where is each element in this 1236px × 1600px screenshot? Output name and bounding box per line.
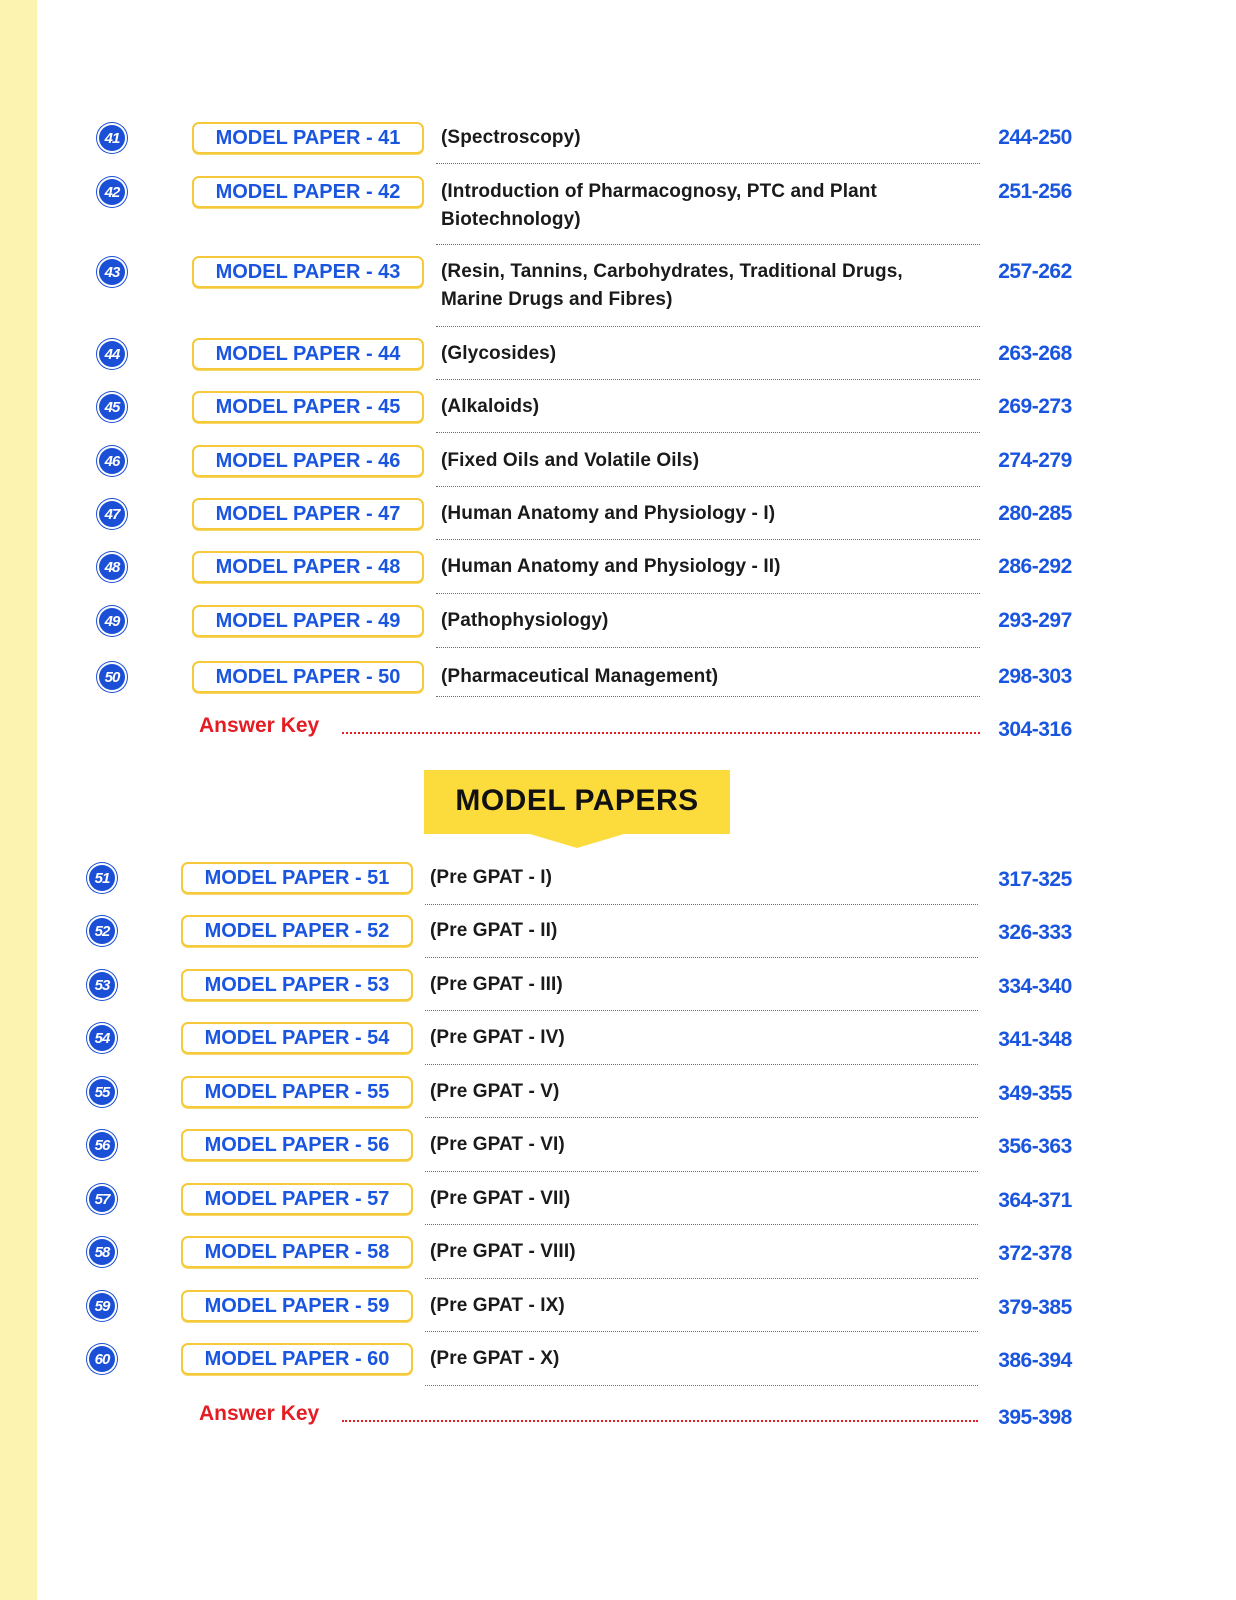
dotted-divider xyxy=(425,1117,978,1118)
page-range: 364-371 xyxy=(998,1189,1072,1212)
number-badge-icon: 55 xyxy=(87,1077,117,1107)
number-badge-icon: 43 xyxy=(97,257,127,287)
paper-description: (Pre GPAT - VI) xyxy=(430,1134,565,1155)
number-badge-icon: 53 xyxy=(87,970,117,1000)
answer-key-pages: 304-316 xyxy=(998,718,1072,741)
paper-description: (Pre GPAT - IV) xyxy=(430,1027,565,1048)
paper-description: (Resin, Tannins, Carbohydrates, Traditional Drugs, Marine Drugs and Fibres) xyxy=(441,261,903,310)
dotted-divider xyxy=(425,1331,978,1332)
page-range: 334-340 xyxy=(998,975,1072,998)
model-paper-label[interactable]: MODEL PAPER - 42 xyxy=(192,176,424,208)
number-badge-icon: 60 xyxy=(87,1344,117,1374)
dotted-divider xyxy=(436,647,980,648)
paper-description: (Pre GPAT - VII) xyxy=(430,1188,571,1209)
number-badge-icon: 50 xyxy=(97,662,127,692)
answer-key-leader xyxy=(342,732,980,734)
dotted-divider xyxy=(425,1064,978,1065)
number-badge-icon: 42 xyxy=(97,177,127,207)
page-range: 274-279 xyxy=(998,449,1072,472)
number-badge-icon: 57 xyxy=(87,1184,117,1214)
page-range: 341-348 xyxy=(998,1028,1072,1051)
number-badge-icon: 58 xyxy=(87,1237,117,1267)
model-paper-label[interactable]: MODEL PAPER - 56 xyxy=(181,1129,413,1161)
dotted-divider xyxy=(436,486,980,487)
paper-description: (Pharmaceutical Management) xyxy=(441,666,719,687)
dotted-divider xyxy=(436,163,980,164)
section-banner xyxy=(424,770,730,848)
dotted-divider xyxy=(436,326,980,327)
model-paper-label[interactable]: MODEL PAPER - 58 xyxy=(181,1236,413,1268)
number-badge-icon: 47 xyxy=(97,499,127,529)
paper-description: (Glycosides) xyxy=(441,343,557,364)
model-paper-label[interactable]: MODEL PAPER - 45 xyxy=(192,391,424,423)
paper-description: (Pre GPAT - II) xyxy=(430,920,558,941)
page-range: 244-250 xyxy=(998,126,1072,149)
model-paper-label[interactable]: MODEL PAPER - 47 xyxy=(192,498,424,530)
model-paper-label[interactable]: MODEL PAPER - 53 xyxy=(181,969,413,1001)
paper-description: (Fixed Oils and Volatile Oils) xyxy=(441,450,700,471)
paper-description: (Pre GPAT - VIII) xyxy=(430,1241,576,1262)
paper-description: (Spectroscopy) xyxy=(441,127,581,148)
page-range: 386-394 xyxy=(998,1349,1072,1372)
model-paper-label[interactable]: MODEL PAPER - 48 xyxy=(192,551,424,583)
number-badge-icon: 56 xyxy=(87,1130,117,1160)
dotted-divider xyxy=(425,904,978,905)
dotted-divider xyxy=(425,1385,978,1386)
page-range: 280-285 xyxy=(998,502,1072,525)
page-range: 257-262 xyxy=(998,260,1072,283)
number-badge-icon: 49 xyxy=(97,606,127,636)
banner-title: MODEL PAPERS xyxy=(455,784,699,817)
model-paper-label[interactable]: MODEL PAPER - 50 xyxy=(192,661,424,693)
dotted-divider xyxy=(436,379,980,380)
number-badge-icon: 45 xyxy=(97,392,127,422)
page-range: 349-355 xyxy=(998,1082,1072,1105)
page-range: 263-268 xyxy=(998,342,1072,365)
paper-description: (Introduction of Pharmacognosy, PTC and Plant Biotechnology) xyxy=(441,181,877,230)
page-range: 356-363 xyxy=(998,1135,1072,1158)
paper-description: (Pathophysiology) xyxy=(441,610,609,631)
model-paper-label[interactable]: MODEL PAPER - 52 xyxy=(181,915,413,947)
page-range: 326-333 xyxy=(998,921,1072,944)
model-paper-label[interactable]: MODEL PAPER - 55 xyxy=(181,1076,413,1108)
dotted-divider xyxy=(436,696,980,697)
model-paper-label[interactable]: MODEL PAPER - 60 xyxy=(181,1343,413,1375)
number-badge-icon: 54 xyxy=(87,1023,117,1053)
model-paper-label[interactable]: MODEL PAPER - 41 xyxy=(192,122,424,154)
page-range: 372-378 xyxy=(998,1242,1072,1265)
page-range: 269-273 xyxy=(998,395,1072,418)
dotted-divider xyxy=(425,1278,978,1279)
page-range: 379-385 xyxy=(998,1296,1072,1319)
number-badge-icon: 48 xyxy=(97,552,127,582)
page-range: 286-292 xyxy=(998,555,1072,578)
dotted-divider xyxy=(425,957,978,958)
number-badge-icon: 59 xyxy=(87,1291,117,1321)
page-range: 317-325 xyxy=(998,868,1072,891)
answer-key-pages: 395-398 xyxy=(998,1406,1072,1429)
model-paper-label[interactable]: MODEL PAPER - 59 xyxy=(181,1290,413,1322)
paper-description: (Pre GPAT - I) xyxy=(430,867,553,888)
dotted-divider xyxy=(436,593,980,594)
model-paper-label[interactable]: MODEL PAPER - 49 xyxy=(192,605,424,637)
paper-description: (Pre GPAT - IX) xyxy=(430,1295,565,1316)
dotted-divider xyxy=(436,539,980,540)
model-paper-label[interactable]: MODEL PAPER - 51 xyxy=(181,862,413,894)
paper-description: (Pre GPAT - V) xyxy=(430,1081,560,1102)
number-badge-icon: 52 xyxy=(87,916,117,946)
number-badge-icon: 41 xyxy=(97,123,127,153)
number-badge-icon: 46 xyxy=(97,446,127,476)
page-range: 298-303 xyxy=(998,665,1072,688)
model-paper-label[interactable]: MODEL PAPER - 44 xyxy=(192,338,424,370)
side-strip xyxy=(0,0,37,1600)
dotted-divider xyxy=(436,244,980,245)
model-paper-label[interactable]: MODEL PAPER - 57 xyxy=(181,1183,413,1215)
model-paper-label[interactable]: MODEL PAPER - 54 xyxy=(181,1022,413,1054)
paper-description: (Pre GPAT - X) xyxy=(430,1348,560,1369)
answer-key-leader xyxy=(342,1420,978,1422)
model-paper-label[interactable]: MODEL PAPER - 43 xyxy=(192,256,424,288)
dotted-divider xyxy=(425,1224,978,1225)
paper-description: (Pre GPAT - III) xyxy=(430,974,563,995)
number-badge-icon: 51 xyxy=(87,863,117,893)
answer-key-label[interactable]: Answer Key xyxy=(199,714,320,737)
page-range: 251-256 xyxy=(998,180,1072,203)
model-paper-label[interactable]: MODEL PAPER - 46 xyxy=(192,445,424,477)
paper-description: (Alkaloids) xyxy=(441,396,540,417)
number-badge-icon: 44 xyxy=(97,339,127,369)
paper-description: (Human Anatomy and Physiology - I) xyxy=(441,503,776,524)
dotted-divider xyxy=(436,432,980,433)
paper-description: (Human Anatomy and Physiology - II) xyxy=(441,556,781,577)
dotted-divider xyxy=(425,1171,978,1172)
answer-key-label[interactable]: Answer Key xyxy=(199,1402,320,1425)
dotted-divider xyxy=(425,1010,978,1011)
page-range: 293-297 xyxy=(998,609,1072,632)
